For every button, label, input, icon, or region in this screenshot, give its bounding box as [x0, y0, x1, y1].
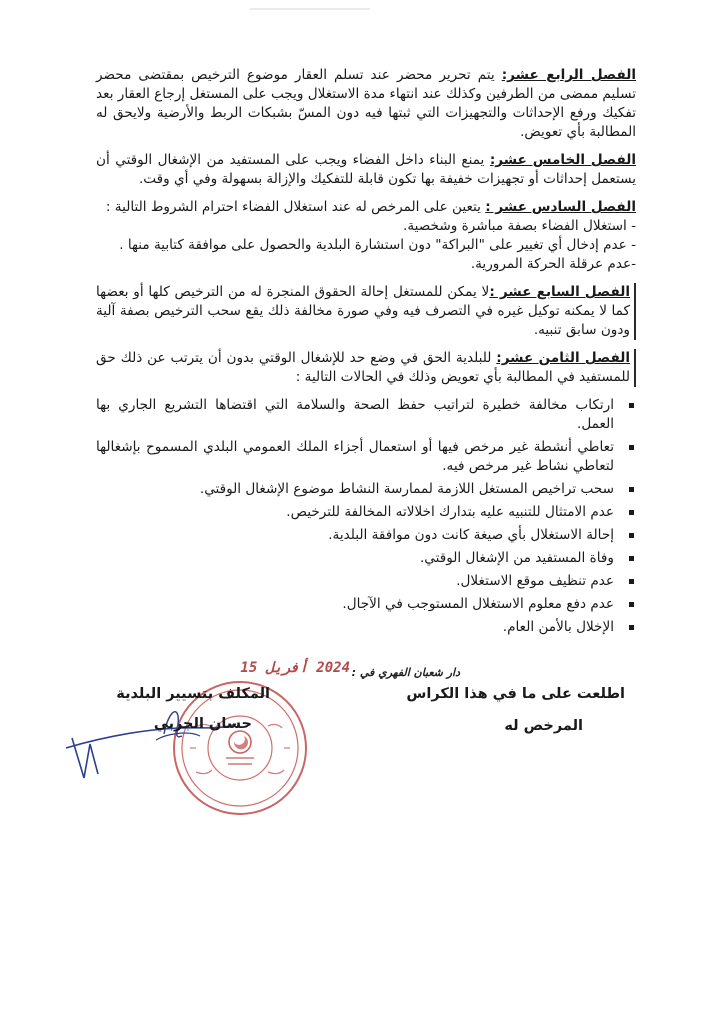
- licensee-signature-block: [400, 686, 625, 734]
- list-item: إحالة الاستغلال بأي صيغة كانت دون موافقة البلدية.: [96, 526, 614, 545]
- list-item: عدم تنظيف موقع الاستغلال.: [96, 572, 614, 591]
- scan-artifact: [250, 8, 370, 10]
- clause-text: يمنع البناء داخل الفضاء ويجب على المستفيد من الإشغال الوقتي أن يستعمل إحداثات أو تجهيزات خفيفة بها تكون قابلة للتفكيك والإزالة بسهولة وفي أي وقت.: [96, 152, 636, 187]
- clause-17: [96, 283, 636, 340]
- list-item: الإخلال بالأمن العام.: [96, 618, 614, 637]
- clause-text: لا يمكن للمستغل إحالة الحقوق المنجرة له من الترخيص كلها أو بعضها كما لا يمكنه توكيل غيره في التصرف فيه وفي صورة مخالفة ذلك يقع سحب الترخيص بصفة آلية ودون سابق تنبيه.: [96, 284, 630, 338]
- clause-title: الفصل الرابع عشر:: [501, 67, 636, 83]
- condition-item: -عدم عرقلة الحركة المرورية.: [470, 256, 636, 272]
- list-item: عدم الامتثال للتنبيه عليه بتدارك اخلالاته المخالفة للترخيص.: [96, 503, 614, 522]
- list-item: عدم دفع معلوم الاستغلال المستوجب في الآجال.: [96, 595, 614, 614]
- contract-body: [96, 66, 636, 641]
- clause-title: الفصل الخامس عشر:: [489, 152, 636, 168]
- list-item: وفاة المستفيد من الإشغال الوقتي.: [96, 549, 614, 568]
- condition-item: - استغلال الفضاء بصفة مباشرة وشخصية.: [403, 218, 636, 234]
- list-item: ارتكاب مخالفة خطيرة لتراتيب حفظ الصحة والسلامة التي اقتضاها التشريع الجاري بها العمل.: [96, 397, 614, 432]
- official-signature-block: [95, 686, 270, 732]
- list-item: سحب تراخيص المستغل اللازمة لممارسة النشاط موضوع الإشغال الوقتي.: [96, 480, 614, 499]
- clause-text: يتم تحرير محضر عند تسلم العقار موضوع الترخيص بمقتضى محضر تسليم ممضى من الطرفين وكذلك عند انتهاء مدة الاستغلال ويجب على المستغل إرجاع العقار بعد تفكيك ورفع الإحداثات والتجهيزات التي ثبتها فيه دون المسّ بشبكات الربط والأرضية ولايحق له المطالبة بأي تعويض.: [96, 67, 636, 140]
- clause-title: الفصل السادس عشر :: [485, 199, 636, 215]
- clause-18: [96, 349, 636, 387]
- clause-14: [96, 66, 636, 142]
- date-stamp-label: دار شعبان الفهري في :: [351, 666, 460, 679]
- clause-16: [96, 198, 636, 274]
- clause-text: للبلدية الحق في وضع حد للإشغال الوقتي بدون أن يترتب عن ذلك حق للمستفيد في المطالبة بأي تعويض وذلك في الحالات التالية :: [96, 350, 630, 385]
- condition-item: - عدم إدخال أي تغيير على "البراكة" دون استشارة البلدية والحصول على موافقة كتابية منها .: [119, 237, 636, 253]
- official-name: حسان الجربي: [153, 716, 252, 732]
- termination-cases-list: [96, 396, 636, 637]
- clause-15: [96, 151, 636, 189]
- licensee-label: المرخص له: [504, 718, 583, 734]
- licensee-acknowledgement: اطلعت على ما في هذا الكراس: [406, 686, 625, 702]
- clause-title: الفصل السابع عشر :: [489, 284, 630, 300]
- clause-text: يتعين على المرخص له عند استغلال الفضاء احترام الشروط التالية :: [105, 199, 486, 215]
- list-item: تعاطي أنشطة غير مرخص فيها أو استعمال أجزاء الملك العمومي البلدي المسموح بإشغالها لتعاطي نشاط غير مرخص فيه.: [96, 439, 614, 474]
- date-stamp-value: 2024 أفريل 15: [240, 660, 350, 676]
- clause-title: الفصل الثامن عشر:: [496, 350, 630, 366]
- official-title: المكلف بتسيير البلدية: [116, 686, 270, 702]
